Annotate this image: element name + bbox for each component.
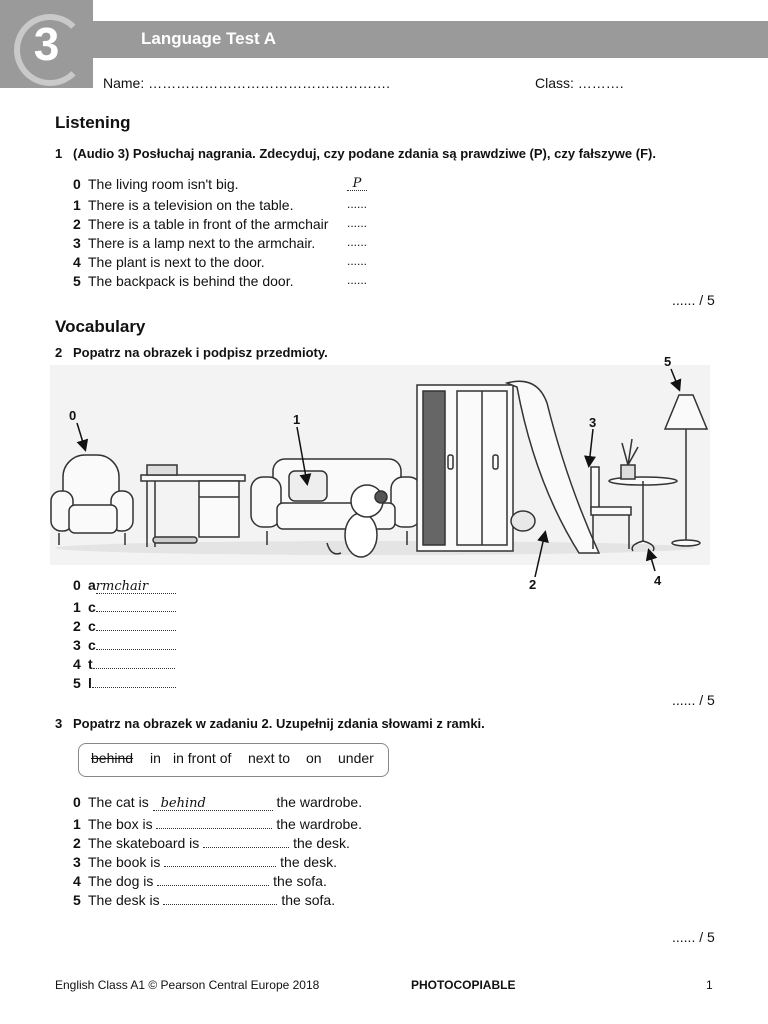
vocabulary-heading: Vocabulary bbox=[55, 317, 146, 336]
listening-item-0: 0 The living room isn't big. bbox=[73, 176, 239, 192]
picture-label-0: 0 bbox=[69, 408, 77, 423]
sentence-5[interactable]: 5 The desk is the sofa. bbox=[73, 892, 336, 908]
word-on: on bbox=[306, 750, 322, 766]
picture-label-1: 1 bbox=[293, 412, 301, 427]
class-field[interactable] bbox=[535, 75, 624, 91]
name-field[interactable] bbox=[103, 75, 390, 91]
listening-answer-1[interactable]: ...... bbox=[347, 197, 368, 211]
task3-score: ...... / 5 bbox=[672, 929, 715, 945]
listening-score: ...... / 5 bbox=[672, 292, 715, 308]
word-in: in bbox=[150, 750, 161, 766]
picture-label-3: 3 bbox=[589, 415, 597, 430]
listening-answer-3[interactable]: ...... bbox=[347, 235, 368, 249]
listening-item-2: 2 There is a table in front of the armchair bbox=[73, 216, 329, 232]
listening-item-3: 3 There is a lamp next to the armchair. bbox=[73, 235, 316, 251]
sentence-4[interactable]: 4 The dog is the sofa. bbox=[73, 873, 327, 889]
listening-answer-4[interactable]: ...... bbox=[347, 254, 368, 268]
vocab-item-3[interactable]: 3 c bbox=[73, 635, 176, 653]
task1-instruction: 1 (Audio 3) Posłuchaj nagrania. Zdecyduj, czy podane zdania są prawdziwe (P), czy fałszywe (F). bbox=[55, 146, 656, 161]
page-title: Language Test A bbox=[141, 29, 277, 48]
sentence-3[interactable]: 3 The book is the desk. bbox=[73, 854, 337, 870]
listening-answer-2[interactable]: ...... bbox=[347, 216, 368, 230]
vocab-item-4[interactable]: 4 t bbox=[73, 654, 175, 672]
listening-answer-0[interactable]: P bbox=[347, 174, 367, 191]
picture-label-5: 5 bbox=[664, 354, 672, 369]
room-picture bbox=[45, 355, 715, 595]
listening-answer-5[interactable]: ...... bbox=[347, 273, 368, 287]
vocab-item-0[interactable]: 0 armchair bbox=[73, 577, 176, 594]
wardrobe-drawing bbox=[417, 385, 513, 551]
vocab-item-5[interactable]: 5 l bbox=[73, 673, 176, 691]
task2-instruction: 2 Popatrz na obrazek i podpisz przedmioty. bbox=[55, 345, 328, 360]
class-dots: ………. bbox=[577, 75, 624, 91]
sentence-2[interactable]: 2 The skateboard is the desk. bbox=[73, 835, 350, 851]
class-label: Class: bbox=[535, 75, 574, 91]
word-next-to: next to bbox=[248, 750, 291, 766]
word-behind: behind bbox=[91, 750, 134, 766]
page-number: 1 bbox=[706, 978, 713, 992]
listening-item-1: 1 There is a television on the table. bbox=[73, 197, 294, 213]
word-under: under bbox=[338, 750, 374, 766]
name-dots: ……………………………………………. bbox=[148, 75, 391, 91]
unit-number: 3 bbox=[33, 18, 60, 70]
name-label: Name: bbox=[103, 75, 145, 91]
vocab-item-2[interactable]: 2 c bbox=[73, 616, 176, 634]
listening-item-5: 5 The backpack is behind the door. bbox=[73, 273, 294, 289]
footer-copyright: English Class A1 © Pearson Central Europe 2018 bbox=[55, 978, 320, 992]
listening-item-4: 4 The plant is next to the door. bbox=[73, 254, 265, 270]
word-in-front-of: in front of bbox=[173, 750, 232, 766]
sentence-1[interactable]: 1 The box is the wardrobe. bbox=[73, 816, 362, 832]
task3-instruction: 3 Popatrz na obrazek w zadaniu 2. Uzupełnij zdania słowami z ramki. bbox=[55, 716, 485, 731]
sentence-0[interactable]: 0 The cat is behind the wardrobe. bbox=[73, 794, 363, 811]
picture-label-2: 2 bbox=[529, 577, 537, 592]
picture-label-4: 4 bbox=[654, 573, 662, 588]
footer-photocopiable: PHOTOCOPIABLE bbox=[411, 978, 516, 992]
vocabulary-score: ...... / 5 bbox=[672, 692, 715, 708]
vocab-item-1[interactable]: 1 c bbox=[73, 597, 176, 615]
listening-heading: Listening bbox=[55, 113, 131, 132]
